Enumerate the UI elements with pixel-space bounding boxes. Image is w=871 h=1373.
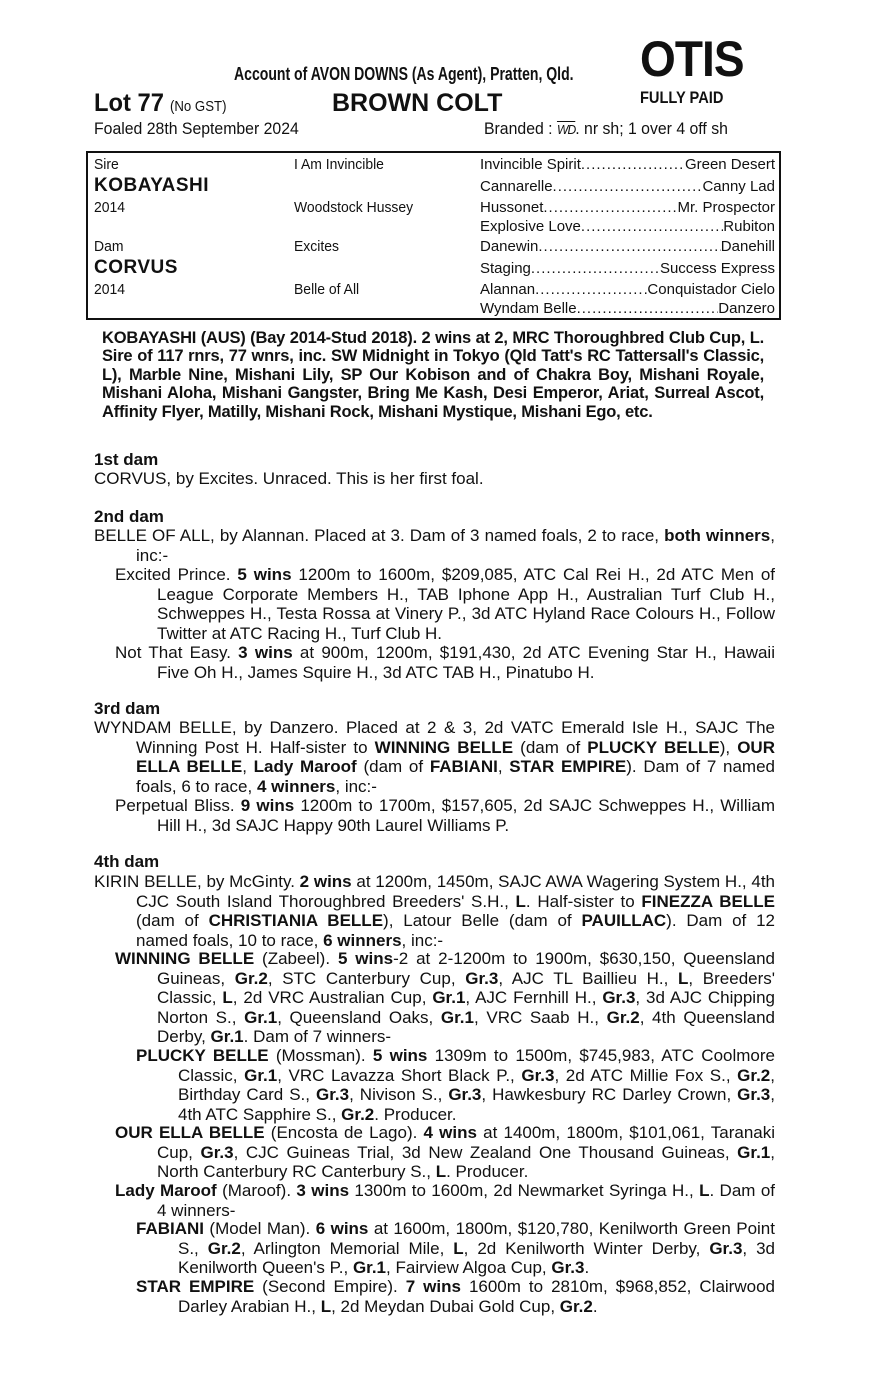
second-dam-title: 2nd dam <box>94 507 164 526</box>
text: . Producer. <box>374 1104 457 1124</box>
gen3-sire: Mr. Prospector <box>677 199 775 216</box>
text: BELLE OF ALL, by Alannan. Placed at 3. Dam of 3 named foals, 2 to race, <box>94 526 665 545</box>
gen3-row <box>480 199 775 216</box>
sire: (Maroof). <box>216 1181 297 1200</box>
bold-text: CHRISTIANIA BELLE <box>208 911 384 930</box>
horse-name: OUR ELLA BELLE <box>115 1123 265 1142</box>
text: , AJC Fernhill H., <box>465 988 603 1007</box>
bold-text: STAR EMPIRE <box>509 757 627 776</box>
gen3-horse: Hussonet <box>480 199 544 216</box>
grade: Gr.2 <box>737 1065 771 1085</box>
text: , Arlington Memorial Mile, <box>240 1238 454 1258</box>
branded-info <box>484 119 728 139</box>
gst-note: (No GST) <box>170 98 227 115</box>
horse-name: PLUCKY BELLE <box>136 1046 269 1065</box>
text: , Breeders' Classic, <box>157 968 776 1007</box>
gen3-horse: Wyndam Belle <box>480 300 577 317</box>
otis-logo-icon: OTIS <box>640 31 744 87</box>
text: . Half-sister to <box>525 891 642 911</box>
dam-label: Dam <box>94 238 124 255</box>
text: , VRC Lavazza Short Black P., <box>277 1065 522 1085</box>
gen3-horse: Alannan <box>480 281 536 298</box>
bold-text: OUR ELLA BELLE <box>136 737 775 776</box>
text: ). Dam of 7 named foals, 6 to race, <box>136 757 775 796</box>
grade: Gr.3 <box>315 1085 350 1104</box>
text: . <box>584 1258 590 1277</box>
fourth-dam-text <box>94 872 775 950</box>
horse-name: Perpetual Bliss. <box>115 796 241 815</box>
bold-text: Lady Maroof <box>253 757 357 776</box>
dam-dam: Belle of All <box>294 281 360 298</box>
text: , Fairview Algoa Cup, <box>386 1258 552 1277</box>
grade: L <box>678 968 689 988</box>
horse-name: FABIANI <box>136 1219 204 1238</box>
text: , VRC Saab H., <box>474 1007 607 1027</box>
text: ). Dam of 12 named foals, 10 to race, <box>136 911 775 950</box>
wins: 5 wins <box>372 1046 428 1065</box>
grade: Gr.2 <box>341 1104 375 1124</box>
record: 1200m to 1600m, $209,085, ATC Cal Rei H., 2d ATC Men of League Corporate Members H., TAB Iphone App H., Australian Turf Club H., Schweppes H., Testa Rossa at Vinery P., 3d ATC Hyland Race Colours H., Follow Twitter at ATC Racing H., Turf Club H. <box>157 565 775 643</box>
text: . Dam of 7 winners- <box>243 1027 392 1046</box>
text: , 3d Kenilworth Queen's P., <box>178 1238 775 1277</box>
wins: 5 wins <box>237 565 292 584</box>
gen3-sire: Danehill <box>720 238 775 255</box>
branded-detail: . nr sh; 1 over 4 off sh <box>575 119 728 138</box>
dam-sire: Excites <box>294 238 339 255</box>
progeny-star-empire <box>136 1277 775 1316</box>
second-dam-text <box>94 526 775 565</box>
sire-year: 2014 <box>94 199 126 216</box>
progeny-entry <box>115 565 775 643</box>
branded-label: Branded : <box>484 119 553 138</box>
dam-name: CORVUS <box>94 257 178 278</box>
grade: Gr.1 <box>244 1065 278 1085</box>
bold-text: FABIANI <box>429 757 498 776</box>
horse-name: Lady Maroof <box>115 1181 217 1200</box>
wins: 4 wins <box>423 1123 477 1142</box>
text: WYNDAM BELLE, by Danzero. Placed at 2 & 3, 2d VATC Emerald Isle H., SAJC The Winning Post H. Half-sister to <box>94 718 775 757</box>
text: , Birthday Card S., <box>178 1065 775 1104</box>
text: , <box>242 757 254 776</box>
progeny-fabiani <box>136 1219 775 1278</box>
leader-dots <box>543 199 677 216</box>
bold-text: 6 winners <box>323 930 402 950</box>
dam-year: 2014 <box>94 281 126 298</box>
grade: Gr.3 <box>465 968 499 988</box>
text: , North Canterbury RC Canterbury S., <box>157 1142 775 1181</box>
text: , inc:- <box>335 776 377 796</box>
wins: 7 wins <box>405 1277 461 1296</box>
text: 1600m to 2810m, $968,852, Clairwood Darley Arabian H., <box>178 1277 775 1316</box>
lot-label: Lot 77 <box>94 89 164 117</box>
gen3-sire: Green Desert <box>684 156 775 173</box>
grade: Gr.1 <box>737 1142 771 1162</box>
text: -2 at 2-1200m to 1900m, $630,150, Queensland Guineas, <box>157 949 775 988</box>
grade: L <box>320 1296 332 1316</box>
progeny-entry <box>115 796 775 835</box>
bold-text: PAUILLAC <box>581 911 667 930</box>
gen3-row <box>480 260 775 277</box>
text: , Queensland Oaks, <box>277 1007 441 1027</box>
gen3-horse: Invincible Spirit <box>480 156 581 173</box>
text: , <box>497 757 510 776</box>
grade: Gr.1 <box>432 988 466 1007</box>
progeny-winning-belle <box>115 949 775 1047</box>
grade: Gr.2 <box>559 1296 593 1316</box>
wins: 6 wins <box>315 1219 369 1238</box>
text: ), Latour Belle (dam of <box>383 911 582 930</box>
wins: 9 wins <box>240 796 295 815</box>
grade: L <box>699 1181 710 1200</box>
gen3-row <box>480 281 775 298</box>
bold-text: WINNING BELLE <box>374 737 514 757</box>
text: , 2d Meydan Dubai Gold Cup, <box>331 1296 560 1316</box>
progeny-lady-maroof <box>115 1181 775 1220</box>
grade: Gr.2 <box>207 1238 241 1258</box>
record: 1200m to 1700m, $157,605, 2d SAJC Schweppes H., William Hill H., 3d SAJC Happy 90th Laurel Williams P. <box>157 796 775 835</box>
bold-text: L <box>515 891 526 911</box>
text: . Producer. <box>446 1162 529 1181</box>
grade: Gr.3 <box>737 1085 771 1104</box>
text: KIRIN BELLE, by McGinty. <box>94 872 300 891</box>
first-dam-text: CORVUS, by Excites. Unraced. This is her first foal. <box>94 469 484 488</box>
leader-dots <box>553 178 703 195</box>
sire-summary: KOBAYASHI (AUS) (Bay 2014-Stud 2018). 2 wins at 2, MRC Thoroughbred Club Cup, L. Sire of 117 rnrs, 77 wnrs, inc. SW Midnight in Tokyo (Qld Tatt's RC Tattersall's Classic, L), Marble Nine, Mishani Lily, SP Our Kobison and of Chakra Boy, Mishani Royale, Mishani Aloha, Mishani Gangster, Bring Me Kash, Desi Emperor, Ariat, Surreal Ascot, Affinity Flyer, Matilly, Mishani Rock, Mishani Mystique, Mishani Ego, etc. <box>102 329 764 421</box>
grade: Gr.3 <box>551 1258 585 1277</box>
foaled-date: Foaled 28th September 2024 <box>94 119 299 138</box>
sex-colour: BROWN COLT <box>332 89 503 117</box>
horse-name: Excited Prince. <box>115 565 238 584</box>
text: at 1200m, 1450m, SAJC AWA Wagering System H., 4th CJC South Island Thoroughbred Breeders' S.H., <box>136 872 776 911</box>
sire-dam: Woodstock Hussey <box>294 199 414 216</box>
text: 1309m to 1500m, $745,983, ATC Coolmore Classic, <box>178 1046 775 1085</box>
gen3-sire: Rubiton <box>723 218 775 235</box>
bold-text: both winners <box>664 526 771 545</box>
sire-label: Sire <box>94 156 119 173</box>
otis-logo <box>640 31 750 107</box>
gen3-sire: Danzero <box>718 300 775 317</box>
leader-dots <box>538 238 720 255</box>
text: (dam of <box>513 737 588 757</box>
progeny-entry <box>115 643 775 682</box>
payment-status: FULLY PAID <box>640 88 724 107</box>
text: , 3d AJC Chipping Norton S., <box>157 988 775 1027</box>
sire-sire: I Am Invincible <box>294 156 384 173</box>
bold-text: PLUCKY BELLE <box>587 737 720 757</box>
grade: L <box>222 988 233 1007</box>
fourth-dam-title: 4th dam <box>94 852 160 871</box>
gen3-row <box>480 238 775 255</box>
text: (dam of <box>356 757 430 776</box>
text: . <box>592 1296 598 1316</box>
wins: 3 wins <box>296 1181 350 1200</box>
text: 1300m to 1600m, 2d Newmarket Syringa H., <box>349 1181 700 1200</box>
bold-text: FINEZZA BELLE <box>641 891 775 911</box>
text: (dam of <box>136 911 209 930</box>
third-dam-title: 3rd dam <box>94 699 161 718</box>
leader-dots <box>577 300 719 317</box>
text: , Nivison S., <box>349 1085 449 1104</box>
progeny-plucky-belle <box>136 1046 775 1124</box>
gen3-horse: Cannarelle <box>480 178 553 195</box>
grade: Gr.1 <box>244 1007 278 1027</box>
pedigree-table <box>86 151 781 320</box>
gen3-row <box>480 178 775 195</box>
grade: Gr.3 <box>200 1142 234 1162</box>
grade: Gr.3 <box>709 1238 743 1258</box>
bold-text: 4 winners <box>256 776 336 796</box>
gen3-horse: Staging <box>480 260 531 277</box>
text: at 1600m, 1800m, $120,780, Kenilworth Green Point S., <box>178 1219 775 1258</box>
gen3-row <box>480 300 775 317</box>
text: , inc:- <box>401 930 444 950</box>
vendor-line: Account of AVON DOWNS (As Agent), Pratten, Qld. <box>234 64 574 84</box>
third-dam-text <box>94 718 775 796</box>
horse-name: STAR EMPIRE <box>136 1277 255 1296</box>
progeny-our-ella-belle <box>115 1123 775 1182</box>
text: ), <box>719 737 738 757</box>
gen3-sire: Canny Lad <box>702 178 775 195</box>
record: at 900m, 1200m, $191,430, 2d ATC Evening Star H., Hawaii Five Oh H., James Squire H., 3d ATC TAB H., Pinatubo H. <box>157 643 775 682</box>
text: , CJC Guineas Trial, 3d New Zealand One Thousand Guineas, <box>233 1142 738 1162</box>
wins: 3 wins <box>238 643 293 662</box>
text: at 1400m, 1800m, $101,061, Taranaki Cup, <box>157 1123 776 1162</box>
text: , AJC TL Baillieu H., <box>498 968 678 988</box>
leader-dots <box>531 260 660 277</box>
grade: L <box>435 1162 447 1181</box>
horse-name: WINNING BELLE <box>115 949 255 968</box>
gen3-horse: Danewin <box>480 238 539 255</box>
grade: Gr.3 <box>448 1085 482 1104</box>
text: , Hawkesbury RC Darley Crown, <box>481 1085 738 1104</box>
horse-name: Not That Easy. <box>115 643 239 662</box>
text: . Dam of 4 winners- <box>157 1181 775 1220</box>
leader-dots <box>535 281 647 298</box>
text: , 2d ATC Millie Fox S., <box>554 1065 738 1085</box>
text: , 2d Kenilworth Winter Derby, <box>463 1238 710 1258</box>
grade: L <box>453 1238 464 1258</box>
grade: Gr.2 <box>234 968 268 988</box>
text: , 4th Queensland Derby, <box>157 1007 775 1046</box>
lot-number <box>94 89 234 118</box>
sire: (Mossman). <box>268 1046 373 1065</box>
grade: Gr.2 <box>606 1007 640 1027</box>
sire-name: KOBAYASHI <box>94 175 210 196</box>
grade: Gr.1 <box>210 1027 244 1046</box>
wins: 5 wins <box>337 949 394 968</box>
text: , 4th ATC Sapphire S., <box>178 1085 775 1124</box>
leader-dots <box>581 218 723 235</box>
text: , 2d VRC Australian Cup, <box>232 988 433 1007</box>
gen3-row <box>480 218 775 235</box>
bold-text: 2 wins <box>299 872 352 891</box>
sire: (Second Empire). <box>254 1277 406 1296</box>
gen3-row <box>480 156 775 173</box>
first-dam-title: 1st dam <box>94 450 159 469</box>
text: , inc:- <box>136 526 775 565</box>
gen3-horse: Explosive Love <box>480 218 581 235</box>
sire: (Zabeel). <box>254 949 338 968</box>
brand-mark-icon: $\overline{WD}$ <box>556 122 576 137</box>
gen3-sire: Success Express <box>659 260 775 277</box>
gen3-sire: Conquistador Cielo <box>647 281 775 298</box>
leader-dots <box>581 156 685 173</box>
grade: Gr.1 <box>352 1258 387 1277</box>
sire: (Model Man). <box>204 1219 316 1238</box>
sire: (Encosta de Lago). <box>264 1123 424 1142</box>
text: , STC Canterbury Cup, <box>267 968 466 988</box>
grade: Gr.1 <box>440 1007 474 1027</box>
grade: Gr.3 <box>602 988 636 1007</box>
grade: Gr.3 <box>521 1065 555 1085</box>
